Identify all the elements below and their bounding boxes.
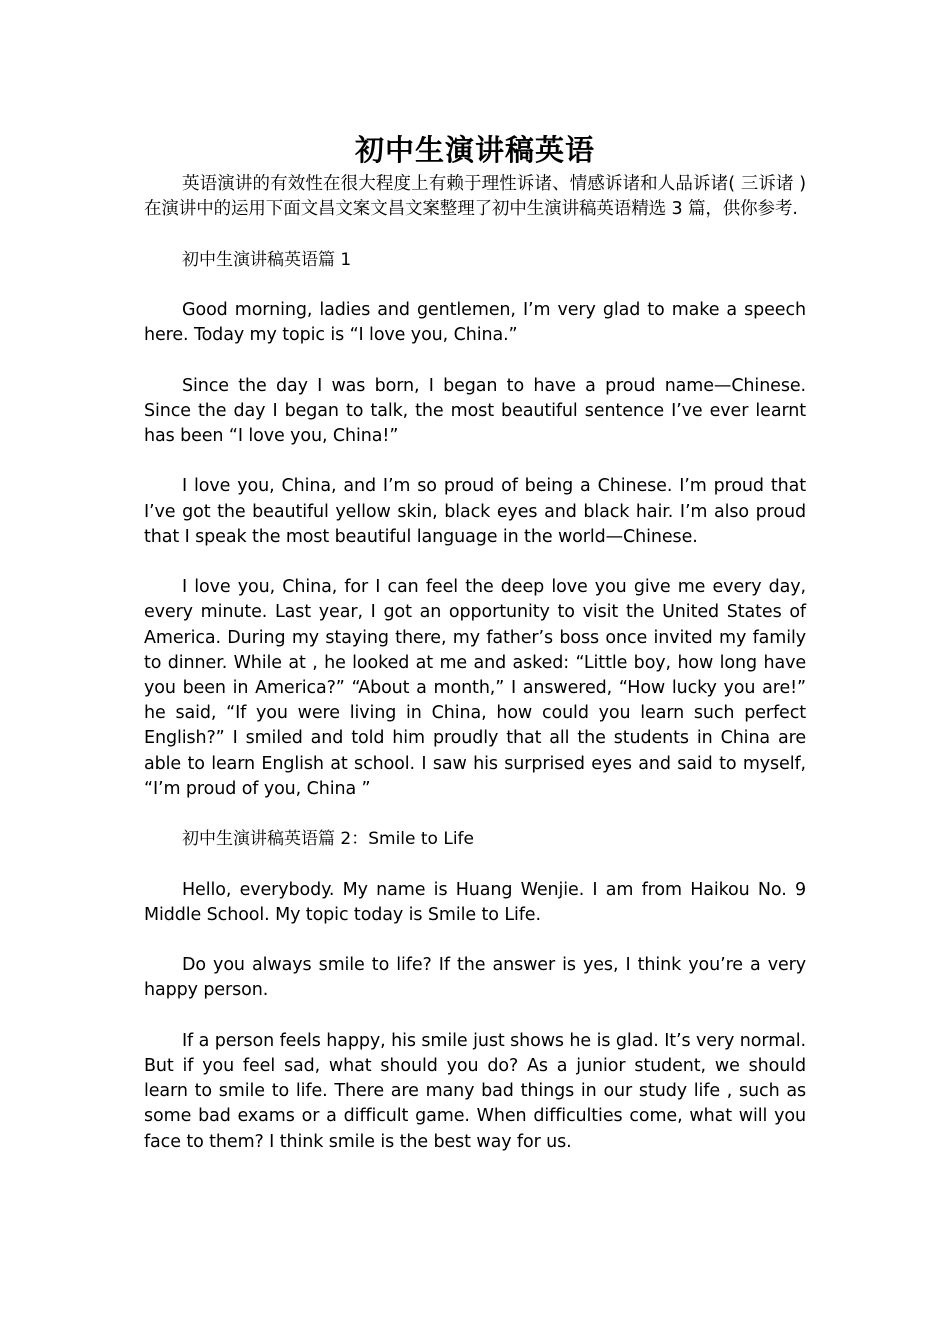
- section-1-heading: 初中生演讲稿英语篇 1: [182, 249, 352, 270]
- section-2-heading: 初中生演讲稿英语篇 2：Smile to Life: [182, 829, 474, 850]
- section-2-paragraph: Do you always smile to life? If the answer is yes, I think you’re a very happy person.: [144, 955, 806, 1001]
- section-1-paragraph: Since the day I was born, I began to have a proud name—Chinese. Since the day I began to talk, the most beautiful sentence I’ve ever learnt has been “I love you, China!”: [144, 375, 806, 446]
- document-page: [144, 128, 806, 1180]
- section-1-paragraph: I love you, China, and I’m so proud of being a Chinese. I’m proud that I’ve got the beautiful yellow skin, black eyes and black hair. I’m also proud that I speak the most beautiful language in the world—Chinese.: [144, 476, 806, 547]
- section-1-paragraph: I love you, China, for I can feel the deep love you give me every day, every minute. Last year, I got an opportunity to visit the United States of America. During my staying there, my father’s boss once invited my family to dinner. While at , he looked at me and asked: “Little boy, how long have you been in America?” “About a month,” I answered, “How lucky you are!” he said, “If you were living in China, how could you learn such perfect English?” I smiled and told him proudly that all the students in China are able to learn English at school. I saw his surprised eyes and said to myself, “I’m proud of you, China ”: [144, 577, 806, 799]
- document-title: 初中生演讲稿英语: [354, 133, 595, 167]
- section-1-paragraph: Good morning, ladies and gentlemen, I’m very glad to make a speech here. Today my topic is “I love you, China.”: [144, 299, 806, 346]
- section-2-paragraph: If a person feels happy, his smile just shows he is glad. It’s very normal. But if you feel sad, what should you do? As a junior student, we should learn to smile to life. There are many bad things in our study life , such as some bad exams or a difficult game. When difficulties come, what will you face to them? I think smile is the best way for us.: [144, 1030, 806, 1152]
- intro-paragraph: 英语演讲的有效性在很大程度上有赖于理性诉诸、情感诉诸和人品诉诸( 三诉诸 )在演讲中的运用下面文昌文案文昌文案整理了初中生演讲稿英语精选 3 篇，供你参考.: [144, 174, 806, 220]
- section-2-paragraph: Hello, everybody. My name is Huang Wenjie. I am from Haikou No. 9 Middle School. My topic today is Smile to Life.: [144, 879, 806, 925]
